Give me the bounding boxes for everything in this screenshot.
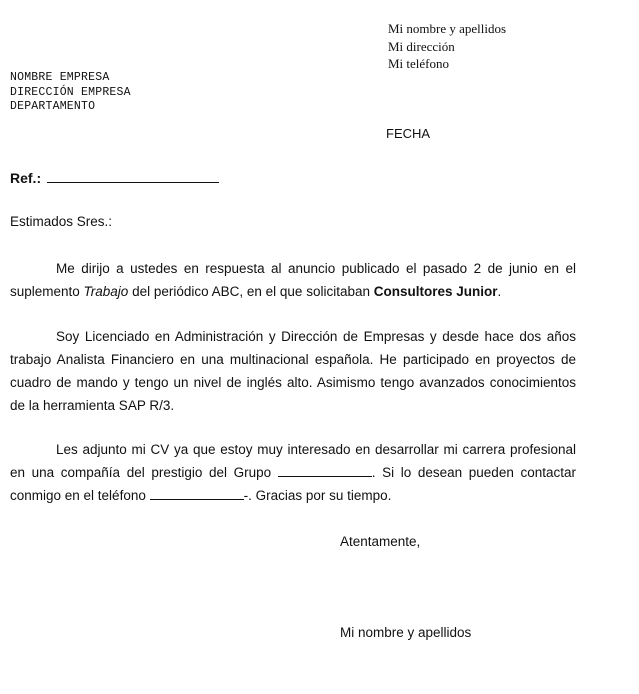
sender-name: Mi nombre y apellidos bbox=[388, 21, 507, 36]
sender-block bbox=[388, 20, 506, 73]
recipient-address: DIRECCIÓN EMPRESA bbox=[10, 85, 131, 99]
paragraph-1-italic: Trabajo bbox=[83, 284, 129, 299]
letter-date: FECHA bbox=[386, 126, 431, 141]
paragraph-3-text-b: . Si lo desean pueden contactar conmigo en el teléfono bbox=[10, 465, 576, 503]
reference-label: Ref.: bbox=[10, 170, 42, 186]
sender-phone: Mi teléfono bbox=[388, 56, 450, 71]
paragraph-1-bold: Consultores Junior bbox=[373, 284, 498, 299]
paragraph-1-text-a: Me dirijo a ustedes en respuesta al anuncio publicado el pasado 2 de junio en el suplemento bbox=[10, 261, 576, 299]
recipient-department: DEPARTAMENTO bbox=[10, 100, 96, 113]
paragraph-2: Soy Licenciado en Administración y Dirección de Empresas y desde hace dos años trabajo Analista Financiero en una multinacional española. He participado en proyectos de cuadro de mando y tengo un nivel de inglés alto. Asimismo tengo avanzados conocimientos de la herramienta SAP R/3. bbox=[10, 329, 576, 413]
group-blank bbox=[278, 465, 372, 477]
recipient-block bbox=[10, 71, 131, 115]
paragraph-1 bbox=[10, 257, 576, 303]
paragraph-1-text-b: del periódico ABC, en el que solicitaban bbox=[128, 284, 374, 299]
paragraph-3-text-c: -. Gracias por su tiempo. bbox=[243, 488, 392, 503]
sender-address: Mi dirección bbox=[388, 38, 455, 54]
recipient-company: NOMBRE EMPRESA bbox=[10, 71, 110, 84]
reference-line bbox=[10, 168, 219, 186]
reference-blank bbox=[47, 168, 219, 183]
paragraph-1-text-c: . bbox=[497, 284, 502, 299]
closing: Atentamente, bbox=[340, 534, 421, 549]
phone-blank bbox=[150, 488, 244, 500]
signature-name: Mi nombre y apellidos bbox=[340, 625, 472, 640]
paragraph-3 bbox=[10, 438, 576, 507]
greeting: Estimados Sres.: bbox=[10, 214, 113, 229]
paragraph-3-text-a: Les adjunto mi CV ya que estoy muy interesado en desarrollar mi carrera profesional en una compañía del prestigio del Grupo bbox=[10, 442, 576, 480]
